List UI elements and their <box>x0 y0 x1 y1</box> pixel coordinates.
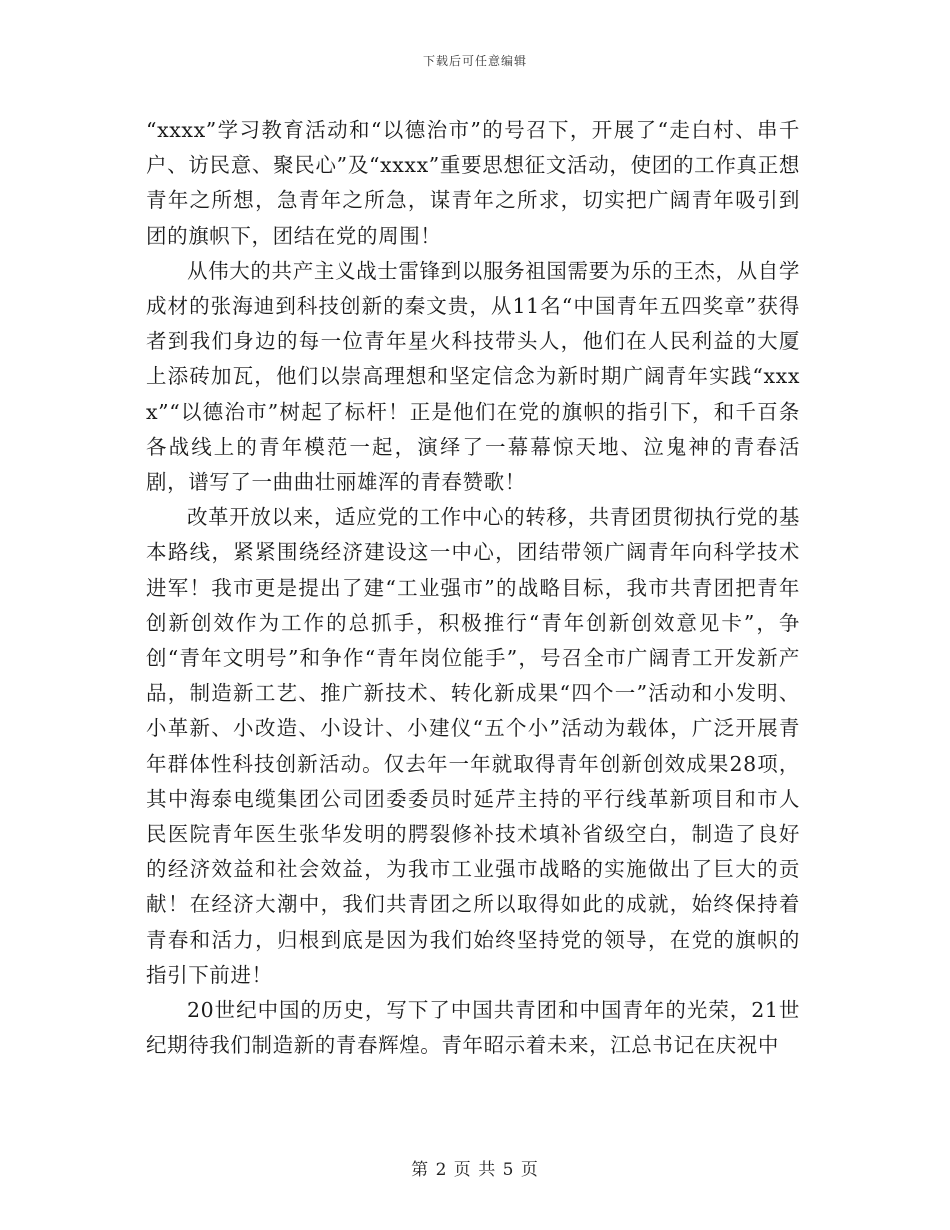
paragraph-2: 从伟大的共产主义战士雷锋到以服务祖国需要为乐的王杰，从自学成材的张海迪到科技创新的秦文贵，从11名“中国青年五四奖章”获得者到我们身边的每一位青年星火科技带头人，他们在人民利益的大厦上添砖加瓦，他们以崇高理想和坚定信念为新时期广阔青年实践“xxxx”“以德治市”树起了标杆！正是他们在党的旗帜的指引下，和千百条各战线上的青年模范一起，演绎了一幕幕惊天地、泣鬼神的青春活剧，谱写了一曲曲壮丽雄浑的青春赞歌！ <box>146 258 800 495</box>
paragraph-4: 20世纪中国的历史，写下了中国共青团和中国青年的光荣，21世纪期待我们制造新的青春辉煌。青年昭示着未来，江总书记在庆祝中 <box>146 998 800 1058</box>
page-footer: 第 2 页 共 5 页 <box>411 1160 539 1180</box>
paragraph-1: “xxxx”学习教育活动和“以德治市”的号召下，开展了“走白村、串千户、访民意、聚民心”及“xxxx”重要思想征文活动，使团的工作真正想青年之所想，急青年之所急，谋青年之所求，切实把广阔青年吸引到团的旗帜下，团结在党的周围！ <box>146 118 800 248</box>
paragraph-3: 改革开放以来，适应党的工作中心的转移，共青团贯彻执行党的基本路线，紧紧围绕经济建设这一中心，团结带领广阔青年向科学技术进军！我市更是提出了建“工业强市”的战略目标，我市共青团把青年创新创效作为工作的总抓手，积极推行“青年创新创效意见卡”，争创“青年文明号”和争作“青年岗位能手”，号召全市广阔青工开发新产品，制造新工艺、推广新技术、转化新成果“四个一”活动和小发明、小革新、小改造、小设计、小建仪“五个小”活动为载体，广泛开展青年群体性科技创新活动。仅去年一年就取得青年创新创效成果28项，其中海泰电缆集团公司团委委员时延芹主持的平行线革新项目和市人民医院青年医生张华发明的腭裂修补技术填补省级空白，制造了良好的经济效益和社会效益，为我市工业强市战略的实施做出了巨大的贡献！在经济大潮中，我们共青团之所以取得如此的成就，始终保持着青春和活力，归根到底是因为我们始终坚持党的领导，在党的旗帜的指引下前进！ <box>146 505 800 987</box>
document-body <box>146 113 800 1063</box>
page-header: 下载后可任意编辑 <box>422 54 527 68</box>
